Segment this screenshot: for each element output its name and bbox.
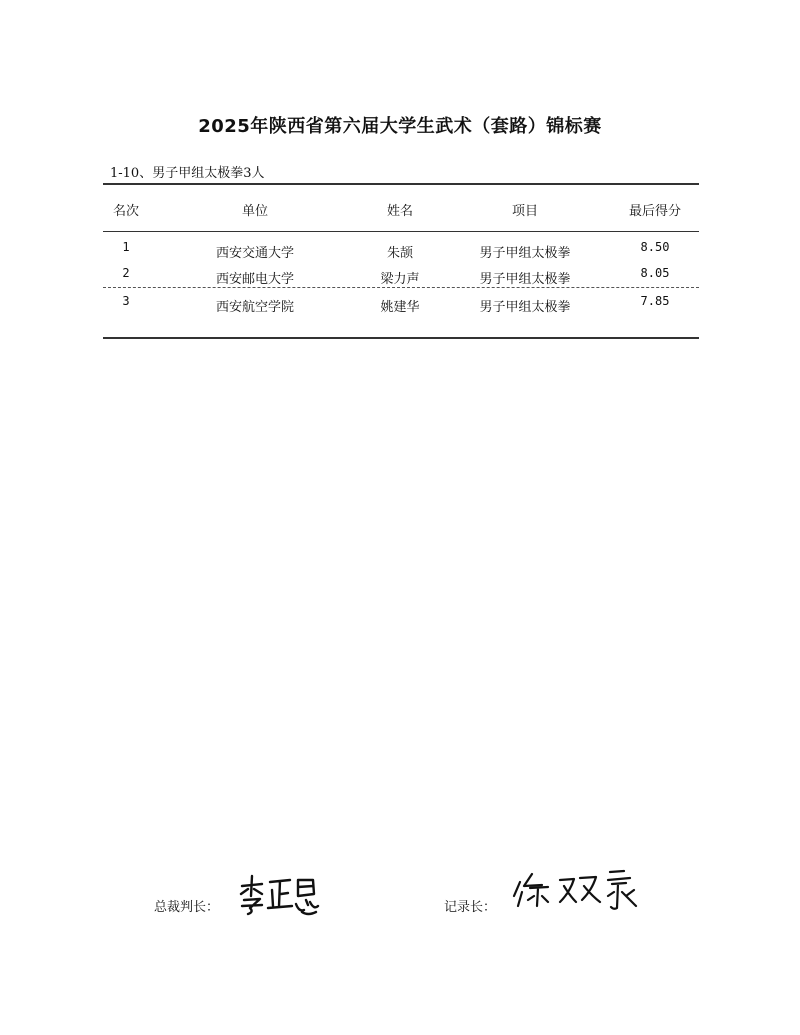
row-divider <box>103 287 699 288</box>
header-name: 姓名 <box>386 204 413 219</box>
table-header-rule <box>103 231 699 232</box>
row-3-unit: 西安航空学院 <box>215 300 294 315</box>
row-1-rank: 1 <box>122 240 130 254</box>
row-3-item: 男子甲组太极拳 <box>479 300 571 315</box>
header-item: 项目 <box>511 204 538 219</box>
row-2-rank: 2 <box>122 266 130 280</box>
page-title: 2025年陕西省第六届大学生武术（套路）锦标赛 <box>198 116 602 137</box>
chief-judge-signature <box>236 872 320 918</box>
event-label: 1-10、男子甲组太极拳3人 <box>110 166 265 181</box>
row-3-score: 7.85 <box>640 294 670 308</box>
row-1-unit: 西安交通大学 <box>215 246 294 261</box>
table-top-rule <box>103 183 699 185</box>
row-1-score: 8.50 <box>640 240 670 254</box>
row-2-name: 梁力声 <box>380 272 420 287</box>
row-1-name: 朱颉 <box>386 246 413 261</box>
chief-judge-label: 总裁判长： <box>154 900 220 915</box>
table-bottom-rule <box>103 337 699 339</box>
recorder-signature <box>512 866 640 916</box>
row-3-rank: 3 <box>122 294 130 308</box>
row-1-item: 男子甲组太极拳 <box>479 246 571 261</box>
row-2-score: 8.05 <box>640 266 670 280</box>
row-3-name: 姚建华 <box>380 300 420 315</box>
header-rank: 名次 <box>112 204 139 219</box>
row-2-item: 男子甲组太极拳 <box>479 272 571 287</box>
header-score: 最后得分 <box>628 204 681 219</box>
recorder-label: 记录长： <box>444 900 497 915</box>
row-2-unit: 西安邮电大学 <box>215 272 294 287</box>
header-unit: 单位 <box>241 204 268 219</box>
